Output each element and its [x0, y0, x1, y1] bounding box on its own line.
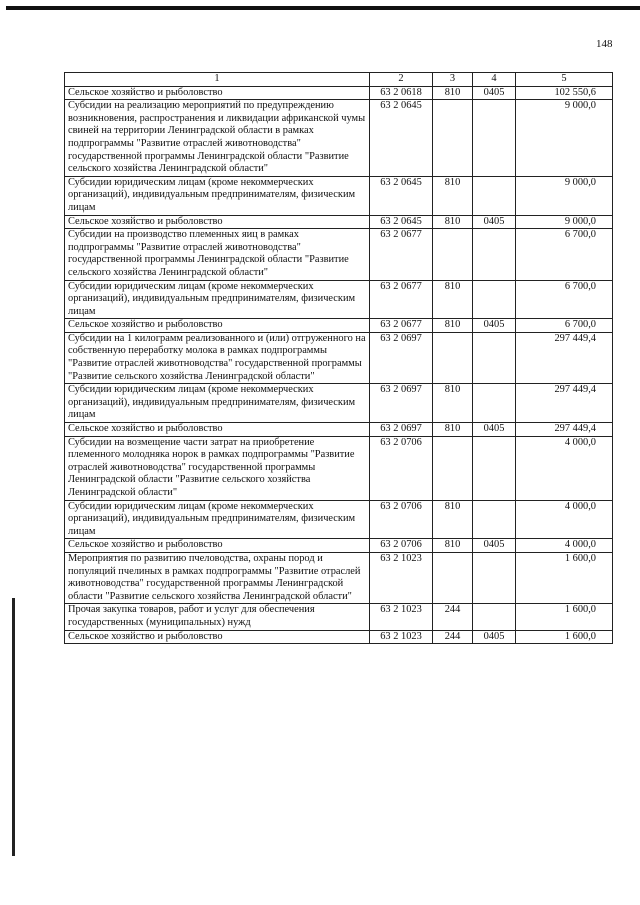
row-expense-type: 810: [433, 280, 473, 319]
row-amount: 297 449,4: [516, 423, 613, 437]
row-description: Субсидии юридическим лицам (кроме некоммерческих организаций), индивидуальным предпринимателям, физическим лицам: [65, 384, 370, 423]
header-col-3: 3: [433, 73, 473, 87]
row-expense-type: 810: [433, 539, 473, 553]
row-section-code: [473, 604, 516, 630]
row-section-code: [473, 332, 516, 383]
row-target-code: 63 2 0677: [370, 319, 433, 333]
row-expense-type: [433, 100, 473, 177]
row-target-code: 63 2 0645: [370, 100, 433, 177]
row-target-code: 63 2 0706: [370, 436, 433, 500]
row-target-code: 63 2 1023: [370, 630, 433, 644]
table-row: [65, 552, 613, 603]
table-row: [65, 436, 613, 500]
header-col-1: 1: [65, 73, 370, 87]
table-row: [65, 319, 613, 333]
table-row: [65, 176, 613, 215]
row-description: Сельское хозяйство и рыболовство: [65, 319, 370, 333]
table-row: [65, 86, 613, 100]
row-section-code: [473, 176, 516, 215]
table-row: [65, 604, 613, 630]
row-description: Сельское хозяйство и рыболовство: [65, 423, 370, 437]
row-target-code: 63 2 0645: [370, 176, 433, 215]
row-target-code: 63 2 1023: [370, 604, 433, 630]
row-amount: 6 700,0: [516, 280, 613, 319]
row-description: Сельское хозяйство и рыболовство: [65, 86, 370, 100]
table-row: [65, 384, 613, 423]
row-target-code: 63 2 0697: [370, 332, 433, 383]
table-row: [65, 423, 613, 437]
row-section-code: [473, 100, 516, 177]
page-number: 148: [596, 38, 613, 50]
scan-left-edge: [12, 598, 15, 856]
header-col-5: 5: [516, 73, 613, 87]
row-description: Прочая закупка товаров, работ и услуг для обеспечения государственных (муниципальных) нужд: [65, 604, 370, 630]
row-expense-type: [433, 332, 473, 383]
row-expense-type: 810: [433, 319, 473, 333]
row-section-code: 0405: [473, 319, 516, 333]
row-expense-type: [433, 552, 473, 603]
row-section-code: [473, 436, 516, 500]
table-row: [65, 100, 613, 177]
row-description: Субсидии на реализацию мероприятий по предупреждению возникновения, распространения и ликвидации африканской чумы свиней на территории Ленинградской области в рамках подпрограммы "Развитие отраслей животноводства" государственной программы Ленинградской области "Развитие сельского хозяйства Ленинградской области": [65, 100, 370, 177]
row-target-code: 63 2 0697: [370, 423, 433, 437]
row-amount: 4 000,0: [516, 436, 613, 500]
table-row: [65, 500, 613, 539]
row-description: Сельское хозяйство и рыболовство: [65, 630, 370, 644]
row-amount: 6 700,0: [516, 319, 613, 333]
row-target-code: 63 2 0706: [370, 539, 433, 553]
row-expense-type: 810: [433, 176, 473, 215]
row-section-code: 0405: [473, 539, 516, 553]
row-description: Субсидии на производство племенных яиц в рамках подпрограммы "Развитие отраслей животноводства" государственной программы Ленинградской области "Развитие сельского хозяйства Ленинградской области": [65, 229, 370, 280]
row-section-code: [473, 500, 516, 539]
header-col-2: 2: [370, 73, 433, 87]
table-header-row: [65, 73, 613, 87]
row-expense-type: 244: [433, 604, 473, 630]
row-description: Субсидии на возмещение части затрат на приобретение племенного молодняка норок в рамках подпрограммы "Развитие отраслей животноводства" государственной программы Ленинградской области "Развитие сельского хозяйства Ленинградской области": [65, 436, 370, 500]
row-description: Мероприятия по развитию пчеловодства, охраны пород и популяций пчелиных в рамках подпрограммы "Развитие отраслей животноводства" государственной программы Ленинградской области "Развитие сельского хозяйства Ленинградской области": [65, 552, 370, 603]
row-amount: 6 700,0: [516, 229, 613, 280]
row-target-code: 63 2 0645: [370, 215, 433, 229]
row-expense-type: 810: [433, 423, 473, 437]
table-row: [65, 280, 613, 319]
row-description: Сельское хозяйство и рыболовство: [65, 539, 370, 553]
row-target-code: 63 2 0706: [370, 500, 433, 539]
budget-table-body: [65, 73, 613, 644]
row-amount: 4 000,0: [516, 539, 613, 553]
table-row: [65, 630, 613, 644]
row-amount: 1 600,0: [516, 604, 613, 630]
row-description: Субсидии юридическим лицам (кроме некоммерческих организаций), индивидуальным предпринимателям, физическим лицам: [65, 280, 370, 319]
row-target-code: 63 2 0618: [370, 86, 433, 100]
row-amount: 297 449,4: [516, 384, 613, 423]
row-amount: 297 449,4: [516, 332, 613, 383]
header-col-4: 4: [473, 73, 516, 87]
row-amount: 1 600,0: [516, 630, 613, 644]
row-amount: 4 000,0: [516, 500, 613, 539]
row-description: Субсидии юридическим лицам (кроме некоммерческих организаций), индивидуальным предпринимателям, физическим лицам: [65, 500, 370, 539]
scan-top-edge: [6, 6, 640, 10]
row-expense-type: 810: [433, 500, 473, 539]
row-section-code: 0405: [473, 86, 516, 100]
row-section-code: [473, 229, 516, 280]
row-expense-type: 810: [433, 215, 473, 229]
row-description: Субсидии юридическим лицам (кроме некоммерческих организаций), индивидуальным предпринимателям, физическим лицам: [65, 176, 370, 215]
table-row: [65, 229, 613, 280]
table-row: [65, 215, 613, 229]
row-expense-type: 810: [433, 86, 473, 100]
row-amount: 102 550,6: [516, 86, 613, 100]
row-section-code: [473, 280, 516, 319]
row-section-code: [473, 552, 516, 603]
row-expense-type: 244: [433, 630, 473, 644]
row-expense-type: [433, 229, 473, 280]
row-section-code: [473, 384, 516, 423]
row-description: Субсидии на 1 килограмм реализованного и (или) отгруженного на собственную переработку молока в рамках подпрограммы "Развитие отраслей животноводства" государственной программы "Развитие сельского хозяйства Ленинградской области": [65, 332, 370, 383]
row-expense-type: [433, 436, 473, 500]
row-amount: 1 600,0: [516, 552, 613, 603]
row-section-code: 0405: [473, 423, 516, 437]
row-expense-type: 810: [433, 384, 473, 423]
budget-table: [64, 72, 613, 644]
row-amount: 9 000,0: [516, 215, 613, 229]
row-amount: 9 000,0: [516, 176, 613, 215]
row-target-code: 63 2 1023: [370, 552, 433, 603]
row-section-code: 0405: [473, 215, 516, 229]
row-target-code: 63 2 0697: [370, 384, 433, 423]
row-section-code: 0405: [473, 630, 516, 644]
table-row: [65, 539, 613, 553]
table-row: [65, 332, 613, 383]
row-target-code: 63 2 0677: [370, 229, 433, 280]
row-target-code: 63 2 0677: [370, 280, 433, 319]
row-description: Сельское хозяйство и рыболовство: [65, 215, 370, 229]
row-amount: 9 000,0: [516, 100, 613, 177]
